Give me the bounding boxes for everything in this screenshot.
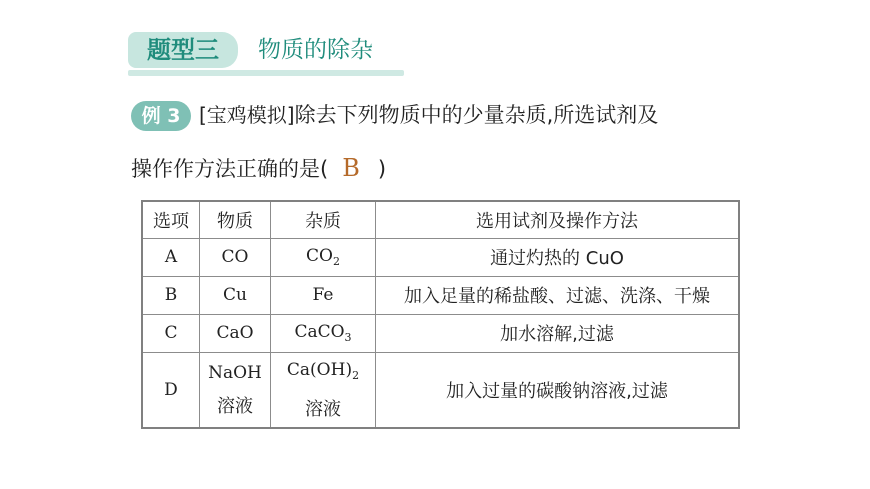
impurity-formula: CO — [306, 246, 333, 266]
section-title: 物质的除杂 — [258, 37, 373, 63]
row-substance — [200, 352, 271, 428]
table-row — [142, 314, 739, 352]
question-text-1: 除去下列物质中的少量杂质,所选试剂及 — [294, 103, 659, 127]
impurity-state: 溶液 — [305, 398, 341, 420]
table-row — [142, 238, 739, 276]
row-method: 加入过量的碳酸钠溶液,过滤 — [376, 352, 740, 428]
substance-state: 溶液 — [217, 395, 253, 417]
row-option: C — [142, 314, 200, 352]
row-method: 加水溶解,过滤 — [376, 314, 740, 352]
impurity-formula: Ca(OH) — [286, 359, 353, 380]
row-impurity: Fe — [271, 276, 376, 314]
question-paren-close: ) — [377, 157, 387, 181]
header-option: 选项 — [142, 201, 200, 238]
impurity-subscript: 2 — [352, 368, 360, 382]
question-text-2: 操作作方法正确的是( — [131, 157, 329, 181]
options-table — [141, 200, 740, 429]
row-method: 加入足量的稀盐酸、过滤、洗涤、干燥 — [376, 276, 740, 314]
impurity-formula: CaCO — [294, 322, 345, 342]
impurity-formula-line — [271, 353, 375, 393]
row-substance: Cu — [200, 276, 271, 314]
table-header-row — [142, 201, 739, 238]
row-method: 通过灼热的 CuO — [376, 238, 740, 276]
row-substance: CO — [200, 238, 271, 276]
impurity-subscript: 3 — [344, 331, 352, 344]
header-impurity: 杂质 — [271, 201, 376, 238]
header-method: 选用试剂及操作方法 — [376, 201, 740, 238]
section-header — [128, 30, 404, 76]
example-badge: 例 3 — [131, 101, 191, 131]
table-row — [142, 352, 739, 428]
question-source: [宝鸡模拟] — [199, 103, 295, 127]
section-underline — [128, 70, 404, 76]
row-option: A — [142, 238, 200, 276]
impurity-subscript: 2 — [332, 255, 340, 268]
row-option: D — [142, 352, 200, 428]
substance-formula: NaOH — [208, 362, 262, 383]
section-tag: 题型三 — [128, 32, 238, 68]
row-option: B — [142, 276, 200, 314]
question-line-1 — [131, 100, 658, 131]
answer-mark: B — [342, 154, 360, 182]
header-substance: 物质 — [200, 201, 271, 238]
row-impurity — [271, 352, 376, 428]
table-row — [142, 276, 739, 314]
question-line-2 — [131, 153, 386, 184]
row-substance: CaO — [200, 314, 271, 352]
row-impurity — [271, 314, 376, 352]
row-impurity — [271, 238, 376, 276]
